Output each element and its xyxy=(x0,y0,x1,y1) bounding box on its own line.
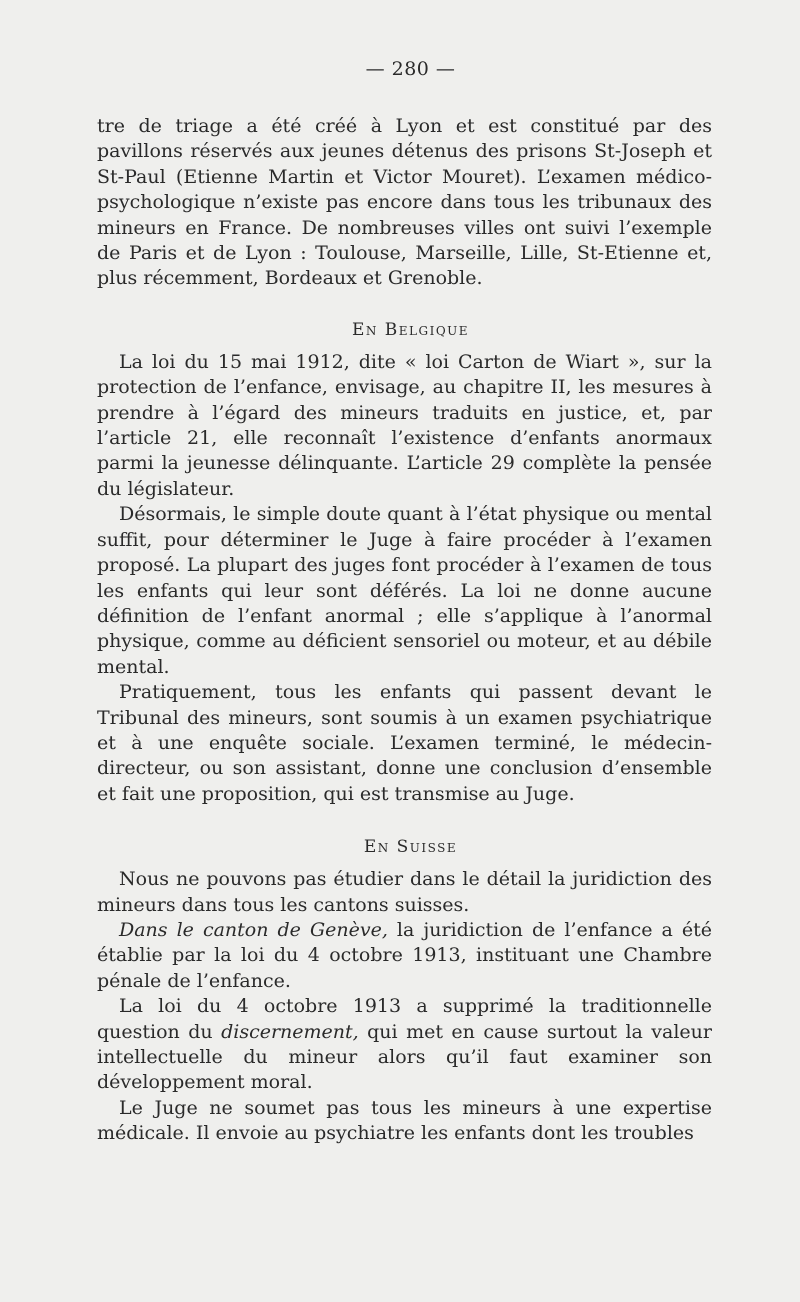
suisse-paragraph-3-start: La loi du 4 octobre 1913 a supprimé la traditionnelle question du xyxy=(97,995,712,1043)
italic-word-discernement: discernement, xyxy=(221,1020,359,1043)
suisse-paragraph-2-text: la juridiction de l’enfance a été établie par la loi du 4 octobre 1913, instituant une Chambre pénale de l’enfance. xyxy=(97,918,712,992)
suisse-paragraph-2 xyxy=(97,918,712,994)
italic-phrase-geneve: Dans le canton de Genève, xyxy=(119,918,388,941)
suisse-paragraph-3 xyxy=(97,994,712,1096)
section-heading-suisse: En Suisse xyxy=(363,837,458,858)
belgique-paragraph-1: La loi du 15 mai 1912, dite « loi Carton de Wiart », sur la protection de l’enfance, envisage, au chapitre II, les mesures à prendre à l’égard des mineurs traduits en justice, et, par l’article 21, elle reconnaît l’existence d’enfants anormaux parmi la jeunesse délinquante. L’article 29 complète la pensée du législateur. xyxy=(97,350,712,500)
belgique-paragraph-2: Désormais, le simple doute quant à l’état physique ou mental suffit, pour déterminer le Juge à faire procéder à l’examen proposé. La plupart des juges font procéder à l’examen de tous les enfants qui leur sont déférés. La loi ne donne aucune définition de l’enfant anormal ; elle s’applique à l’anormal physique, comme au déficient sensoriel ou moteur, et au débile mental. xyxy=(97,503,712,678)
suisse-paragraph-1: Nous ne pouvons pas étudier dans le détail la juridiction des mineurs dans tous les cantons suisses. xyxy=(97,868,712,916)
belgique-paragraph-3: Pratiquement, tous les enfants qui passent devant le Tribunal des mineurs, sont soumis à un examen psychiatrique et à une enquête sociale. L’examen terminé, le médecin-directeur, ou son assistant, donne une conclusion d’ensemble et fait une proposition, qui est transmise au Juge. xyxy=(97,681,712,805)
page-number: — 280 — xyxy=(365,58,456,80)
section-heading-belgique: En Belgique xyxy=(351,319,470,340)
suisse-paragraph-4: Le Juge ne soumet pas tous les mineurs à une expertise médicale. Il envoie au psychiatre les enfants dont les troubles xyxy=(97,1096,712,1145)
suisse-paragraph-3-rest: qui met en cause surtout la valeur intellectuelle du mineur alors qu’il faut examiner son développement moral. xyxy=(97,1020,712,1094)
intro-paragraph: tre de triage a été créé à Lyon et est constitué par des pavillons réservés aux jeunes détenus des prisons St-Joseph et St-Paul (Etienne Martin et Victor Mouret). L’examen médico-psychologique n’existe pas encore dans tous les tribunaux des mineurs en France. De nombreuses villes ont suivi l’exemple de Paris et de Lyon : Toulouse, Marseille, Lille, St-Etienne et, plus récemment, Bordeaux et Grenoble. xyxy=(97,115,712,290)
